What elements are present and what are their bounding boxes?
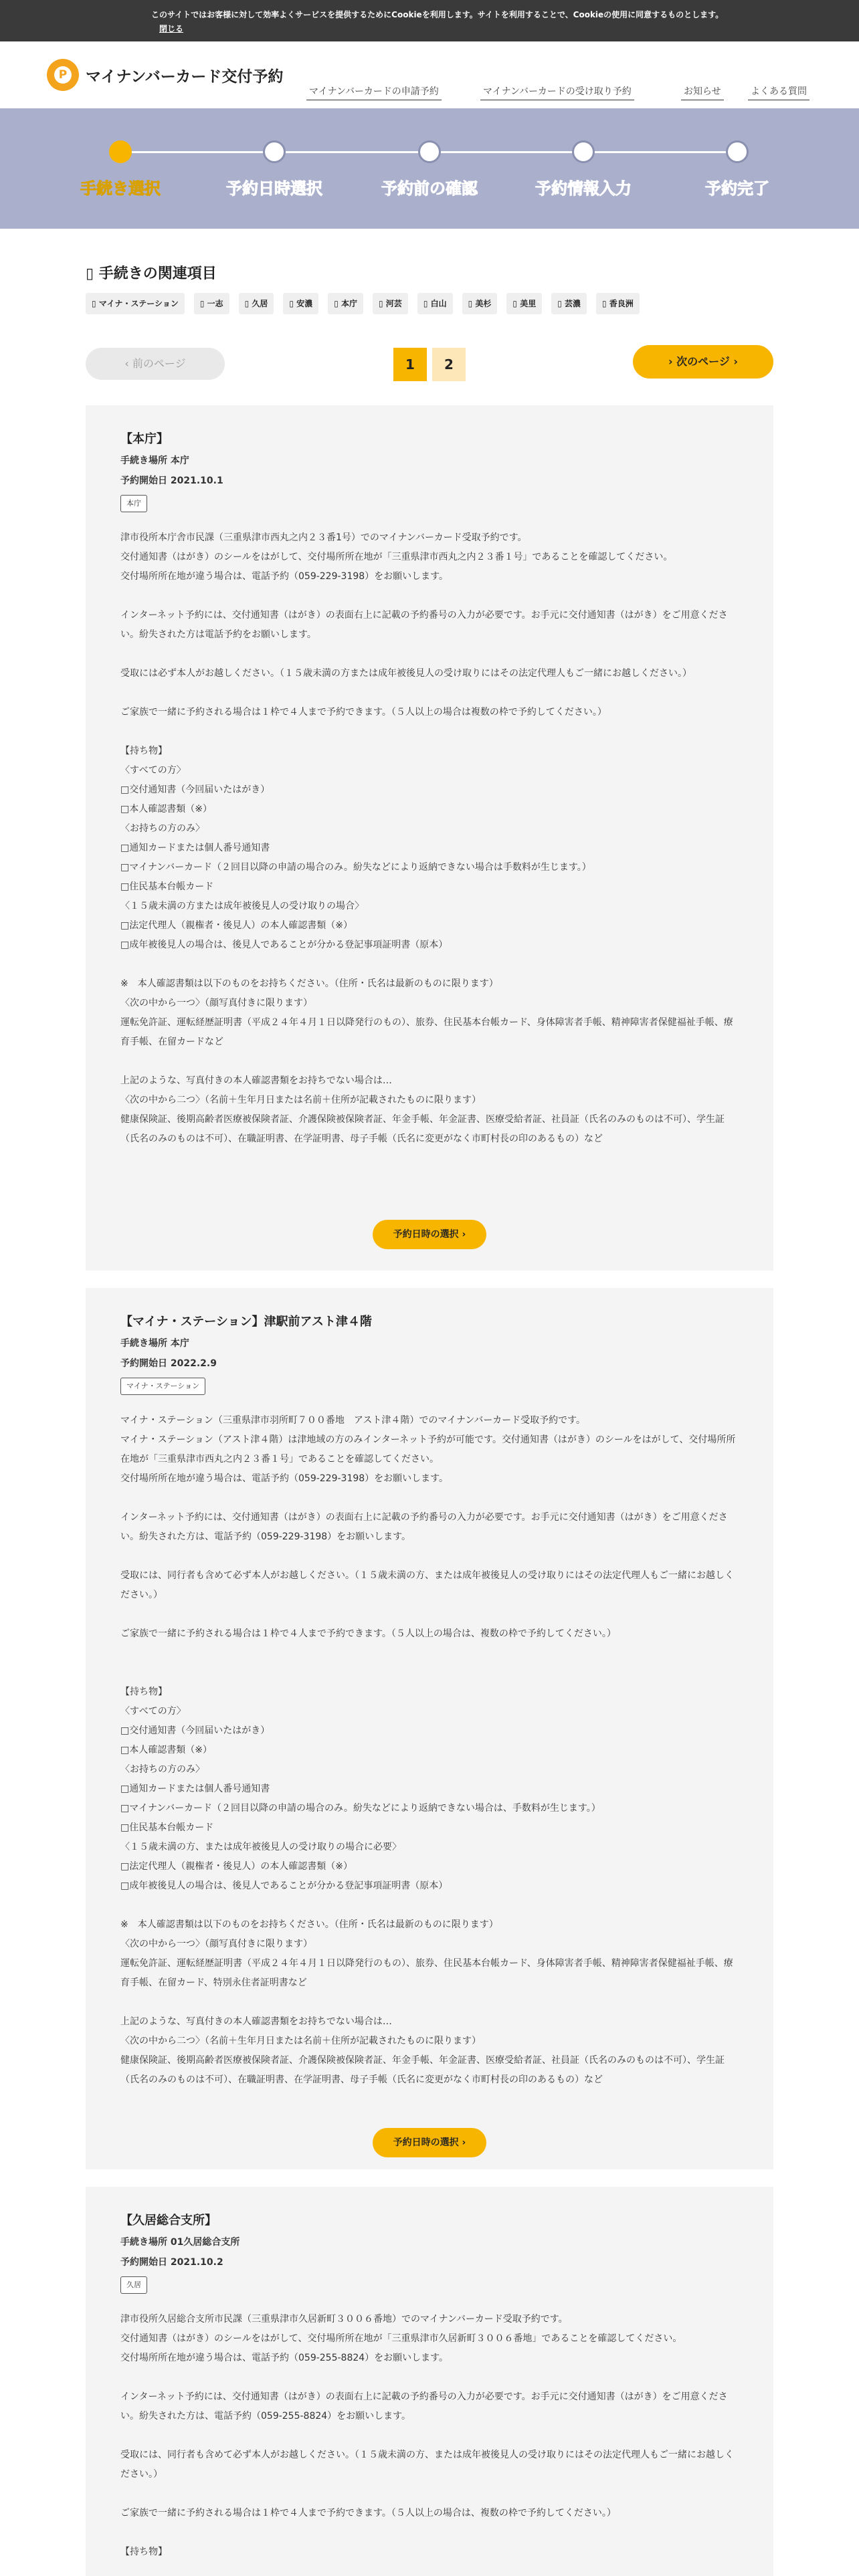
card-start-date: 予約開始日 2021.10.1 [120,475,223,486]
card-body: マイナ・ステーション（三重県津市羽所町７００番地 アスト津４階）でのマイナンバーカード受取予約です。 マイナ・ステーション（アスト津４階）は津地域の方のみインターネット予約が可能です。交付通知書（はがき）のシールをはがして、交付場所所在地が「三重県津市西丸之内２３番１号」であることを確認してください。 交付場所所在地が違う場合は、電話予約（059-229-3198）をお願いします。 インターネット予約には、交付通知書（はがき）の表面右上に記載の予約番号の入力が必要です。お手元に交付通知書（はがき）をご用意ください。紛失された方は、電話予約（059-229-3198）をお願いします。 受取には、同行者も含めて必ず本人がお越しください。（１５歳未満の方、または成年被後見人の受け取りにはその法定代理人もご一緒にお越しください。） ご家族で一緒に予約される場合は１枠で４人まで予約できます。（５人以上の場合は、複数の枠で予約してください。） 【持ち物】 〈すべての方〉 □交付通知書（今回届いたはがき） □本人確認書類（※） 〈お持ちの方のみ〉 □通知カードまたは個人番号通知書 □マイナンバーカード（２回目以降の申請の場合のみ。紛失などにより返納できない場合は、手数料が生じます。） □住民基本台帳カード 〈１５歳未満の方、または成年被後見人の受け取りの場合に必要〉 □法定代理人（親権者・後見人）の本人確認書類（※） □成年被後見人の場合は、後見人であることが分かる登記事項証明書（原本） ※ 本人確認書類は以下のものをお持ちください。（住所・氏名は最新のものに限ります） 〈次の中から一つ〉（顔写真付きに限ります） 運転免許証、運転経歴証明書（平成２４年４月１日以降発行のもの）、旅券、住民基本台帳カード、身体障害者手帳、精神障害者保健福祉手帳、療育手帳、在留カード、特別永住者証明書など 上記のような、写真付きの本人確認書類をお持ちでない場合は… 〈次の中から二つ〉（名前＋生年月日または名前＋住所が記載されたものに限ります） 健康保険証、後期高齢者医療被保険者証、介護保険被保険者証、年金手帳、年金証書、医療受給者証、社員証（氏名のみのものは不可）、学生証（氏名のみのものは不可）、在職証明書、在学証明書、母子手帳（氏名に変更がなく市町村長の印のあるもの）など [120,1415,736,2085]
related-title [86,262,217,283]
select-datetime-button[interactable]: 予約日時の選択 › [373,2128,486,2157]
tag-ano[interactable]: ▯ 安濃 [283,293,318,314]
tag-geino[interactable]: ▯ 芸濃 [551,293,587,314]
procedure-card-myna-station [86,1288,773,2169]
tag-ichishi[interactable]: ▯ 一志 [194,293,229,314]
card-chip: 久居 [120,2276,147,2294]
cookie-banner [0,0,859,41]
tag-misugi[interactable]: ▯ 美杉 [462,293,498,314]
next-page-label: 次のページ [676,355,730,368]
related-title-text: 手続きの関連項目 [98,265,217,282]
related-tags [86,293,728,314]
step-dot-icon [418,140,441,163]
card-chip: 本庁 [120,495,147,512]
tag-karasu[interactable]: ▯ 香良洲 [596,293,640,314]
nav-faq[interactable]: よくある質問 [748,84,809,100]
tag-honcho[interactable]: ▯ 本庁 [328,293,363,314]
tag-misato[interactable]: ▯ 美里 [506,293,542,314]
prev-page-button[interactable] [86,348,225,380]
step-dot-icon [109,140,132,163]
page-1-button[interactable]: 1 [393,348,427,381]
tag-hisai[interactable]: ▯ 久居 [239,293,274,314]
card-start-date: 予約開始日 2022.2.9 [120,1358,217,1369]
bracket-icon: ▯ [86,265,99,282]
cookie-close-button[interactable]: 閉じる [159,24,184,33]
step-label: 予約情報入力 [535,179,632,198]
site-logo-icon[interactable]: P [47,59,79,91]
site-header [0,41,859,108]
step-select-procedure [47,140,194,199]
card-title: 【マイナ・ステーション】津駅前アスト津４階 [120,1315,372,1329]
chevron-right-icon: › [668,355,673,368]
select-datetime-button[interactable]: 予約日時の選択 › [373,1220,486,1249]
procedure-card-honcho [86,405,773,1271]
next-page-button[interactable] [633,345,773,379]
step-input-info [510,140,657,199]
site-title[interactable]: マイナンバーカード交付予約 [86,68,284,86]
card-start-date: 予約開始日 2021.10.2 [120,2257,223,2268]
page-2-button[interactable]: 2 [432,348,466,381]
chevron-right-icon: › [733,355,739,368]
card-place: 手続き場所 本庁 [120,455,189,466]
chevron-right-icon: › [462,1229,466,1240]
card-body: 津市役所久居総合支所市民課（三重県津市久居新町３００６番地）でのマイナンバーカード受取予約です。 交付通知書（はがき）のシールをはがして、交付場所所在地が「三重県津市久居新町３００６番地」であることを確認してください。 交付場所所在地が違う場合は、電話予約（059-255-8824）をお願いします。 インターネット予約には、交付通知書（はがき）の表面右上に記載の予約番号の入力が必要です。お手元に交付通知書（はがき）をご用意ください。紛失された方は、電話予約（059-255-8824）をお願いします。 受取には、同行者も含めて必ず本人がお越しください。（１５歳未満の方、または成年被後見人の受け取りにはその法定代理人もご一緒にお越しください。） ご家族で一緒に予約される場合は１枠で４人まで予約できます。（５人以上の場合は、複数の枠で予約してください。） 【持ち物】 [120,2314,734,2557]
cookie-text-wrap [151,8,727,36]
chevron-left-icon: ‹ [124,357,129,370]
step-label: 予約日時選択 [226,179,322,198]
step-select-datetime [201,140,348,199]
card-title: 【久居総合支所】 [120,2214,217,2228]
nav-news[interactable]: お知らせ [681,84,724,100]
prev-page-label: 前のページ [132,357,186,370]
card-place: 手続き場所 01久居総合支所 [120,2237,240,2248]
card-body: 津市役所本庁舎市民課（三重県津市西丸之内２３番1号）でのマイナンバーカード受取予約です。 交付通知書（はがき）のシールをはがして、交付場所所在地が「三重県津市西丸之内２３番１号」であることを確認してください。 交付場所所在地が違う場合は、電話予約（059-229-3198）をお願いします。 インターネット予約には、交付通知書（はがき）の表面右上に記載の予約番号の入力が必要です。お手元に交付通知書（はがき）をご用意ください。紛失された方は電話予約をお願いします。 受取には必ず本人がお越しください。（１５歳未満の方または成年被後見人の受け取りにはその法定代理人もご一緒にお越しください。） ご家族で一緒に予約される場合は１枠で４人まで予約できます。（５人以上の場合は複数の枠で予約してください。） 【持ち物】 〈すべての方〉 □交付通知書（今回届いたはがき） □本人確認書類（※） 〈お持ちの方のみ〉 □通知カードまたは個人番号通知書 □マイナンバーカード（２回目以降の申請の場合のみ。紛失などにより返納できない場合は手数料が生じます。） □住民基本台帳カード 〈１５歳未満の方または成年被後見人の受け取りの場合〉 □法定代理人（親権者・後見人）の本人確認書類（※） □成年被後見人の場合は、後見人であることが分かる登記事項証明書（原本） ※ 本人確認書類は以下のものをお持ちください。（住所・氏名は最新のものに限ります） 〈次の中から一つ〉（顔写真付きに限ります） 運転免許証、運転経歴証明書（平成２４年４月１日以降発行のもの）、旅券、住民基本台帳カード、身体障害者手帳、精神障害者保健福祉手帳、療育手帳、在留カードなど 上記のような、写真付きの本人確認書類をお持ちでない場合は… 〈次の中から二つ〉（名前＋生年月日または名前＋住所が記載されたものに限ります） 健康保険証、後期高齢者医療被保険者証、介護保険被保険者証、年金手帳、年金証書、医療受給者証、社員証（氏名のみのものは不可）、学生証（氏名のみのものは不可）、在職証明書、在学証明書、母子手帳（氏名に変更がなく市町村長の印のあるもの）など [120,532,733,1144]
procedure-card-hisai [86,2187,773,2576]
nav-application-reservation[interactable]: マイナンバーカードの申請予約 [306,84,442,100]
card-title: 【本庁】 [120,432,169,446]
step-label: 予約前の確認 [381,179,478,198]
progress-steps [0,108,859,229]
cookie-text: このサイトではお客様に対して効率よくサービスを提供するためにCookieを利用します。サイトを利用することで、Cookieの使用に同意するものとします。 [151,10,724,19]
card-chip: マイナ・ステーション [120,1378,205,1395]
chevron-right-icon: › [462,2137,466,2148]
step-confirm [356,140,503,199]
nav-pickup-reservation[interactable]: マイナンバーカードの受け取り予約 [480,84,634,100]
step-dot-icon [263,140,286,163]
tag-hakusan[interactable]: ▯ 白山 [417,293,453,314]
tag-kawage[interactable]: ▯ 河芸 [373,293,408,314]
tag-myna-station[interactable]: ▯ マイナ・ステーション [86,293,185,314]
step-dot-icon [572,140,595,163]
step-label: 手続き選択 [80,179,161,198]
step-dot-icon [726,140,749,163]
step-label: 予約完了 [705,179,769,198]
step-complete [664,140,811,199]
card-place: 手続き場所 本庁 [120,1338,189,1349]
